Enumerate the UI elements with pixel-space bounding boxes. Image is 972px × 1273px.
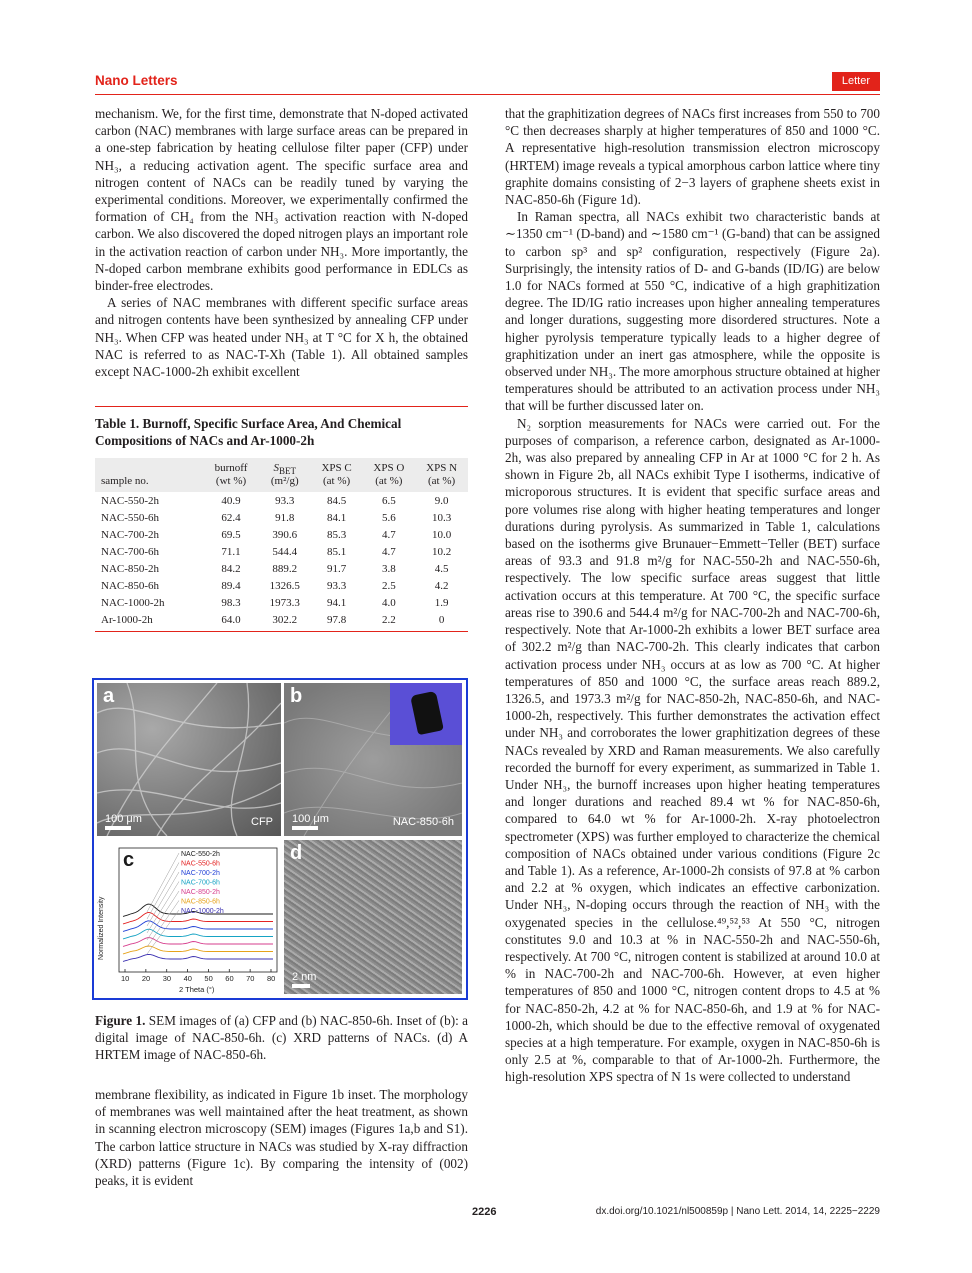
legend-pointer [147,910,179,954]
table-cell: NAC-700-6h [101,545,160,558]
table-cell: 10.3 [431,511,452,524]
table-cell: 5.6 [381,511,396,524]
xrd-chart [97,840,281,994]
doi-citation: dx.doi.org/10.1021/nl500859p | Nano Lett. 2014, 14, 2225−2229 [595,1206,880,1217]
table-cell: 302.2 [272,613,298,626]
table-cell: 84.1 [326,511,347,524]
x-tick-label: 10 [121,974,130,983]
table-cell: 0 [438,613,445,626]
table-cell: 94.1 [326,596,347,609]
legend-entry: NAC-550-2h [181,851,220,858]
table-cell: 84.5 [326,494,347,507]
table-cell: 1973.3 [269,596,300,609]
table-cell: 6.5 [381,494,396,507]
table-cell: 3.8 [381,562,396,575]
table-cell: 2.5 [381,579,396,592]
xrd-series-line [123,954,273,961]
table-rule [95,631,468,632]
paragraph: In Raman spectra, all NACs exhibit two characteristic bands at ∼1350 cm⁻¹ (D-band) and ∼1580 cm⁻¹ (G-band) that can be assigned to carbon sp³ and sp² configuration, respectively (Figure 2a). Surprisingly, the intensity ratios of D- and G-bands (ID/IG) are below 1.0 for NACs formed at 550 °C, indicative of a high graphitization degree. The ID/IG ratio increases upon higher annealing temperatures and longer durations, suggesting more disordered structures. Note a higher pyrolysis temperature typically leads to a higher degree of graphitization under an inert gas atmosphere, while the opposite is observed under NH₃. The more amorphous structure obtained at higher temperatures should be attributed to an activation process under NH₃ that will be further discussed later on. [505,209,880,414]
table-cell: 4.7 [381,545,396,558]
x-tick-label: 70 [246,974,255,983]
table-cell: 93.3 [326,579,347,592]
x-tick-label: 40 [183,974,192,983]
xrd-series-line [123,946,273,954]
table-header-row [95,458,468,492]
legend-entry: NAC-850-2h [181,889,220,896]
x-tick-label: 20 [141,974,151,983]
table-cell: 85.3 [326,528,347,541]
table-cell: 91.8 [275,511,295,524]
page-number: 2226 [472,1206,497,1218]
table-cell: NAC-1000-2h [101,596,165,609]
table-cell: 544.4 [272,545,298,558]
x-tick-label: 60 [225,974,234,983]
table-row [95,577,468,594]
caption-label: Figure 1. [95,1013,146,1028]
panel-label-c: c [123,849,135,871]
table-cell: NAC-850-6h [101,579,160,592]
legend-entry: NAC-850-6h [181,898,220,906]
col-header-sample: sample no. [101,474,149,487]
paragraph: membrane flexibility, as indicated in Figure 1b inset. The morphology of membranes was well maintained after the heat treatment, as shown in scanning electron microscopy (SEM) images (Figures 1a,b and S1). The carbon lattice structure in NACs was studied by X-ray diffraction (XRD) patterns (Figure 1c). By comparing the intensity of (002) peaks, it is evident [95,1087,468,1189]
sem-image-cfp [97,683,281,836]
table-cell: 390.6 [272,528,298,541]
table-cell: 69.5 [221,528,241,541]
x-axis-label: 2 Theta (°) [179,985,215,994]
paragraph: mechanism. We, for the first time, demonstrate that N-doped activated carbon (NAC) membranes with large surface areas can be prepared in a one-step fabrication by heating cellulose filter paper (CFP) under NH₃, a reducing activation agent. The specific surface area and nitrogen content of NACs can be readily tuned by varying the experimental conditions. Moreover, we experimentally confirmed the formation of CH₄ from the NH₃ activation reaction with N-doped carbon. We also discovered the doped nitrogen plays an important role in the activation reaction of carbon under NH₃. More importantly, the N-doped carbon membrane exhibits good performance in EDLCs as binder-free electrodes. [95,106,468,294]
table-cell: 9.0 [434,494,449,507]
panel-label-b: b [290,685,303,707]
table-cell: 10.0 [431,528,452,541]
col-header-xps-o: XPS O (at %) [373,462,405,487]
left-column-bottom [95,1086,468,1189]
table-1 [95,406,468,632]
table-row [95,543,468,560]
panel-tag-a: CFP [251,816,273,828]
table-row [95,560,468,577]
legend-pointer [147,863,179,920]
table-cell: 4.0 [381,596,396,609]
table-row [95,509,468,526]
table-cell: 4.5 [434,562,449,575]
paragraph: N₂ sorption measurements for NACs were carried out. For the purposes of comparison, a reference carbon, designated as Ar-1000-2h, was also prepared by annealing CFP in Ar at 1000 °C for 2 h. As shown in Figure 2b, all NACs exhibit Type I isotherms, indicative of microporous structures. It is evident that specific surface areas and pore volumes rise along with higher heating temperatures and longer durations during pyrolysis. As summarized in Table 1, calculations based on the isotherms give Brunauer−Emmett−Teller (BET) surface areas of 93.3 and 91.8 m²/g for NAC-550-2h and NAC-550-6h, respectively. The low specific surface areas suggest that little activation occurs at this temperature. At 700 °C, the specific surface areas rise to 390.6 and 544.4 m²/g for NAC-700-2h and NAC-700-6h, respectively. Note that Ar-1000-2h exhibits a lower BET surface area of 302.2 m²/g than NAC-700-2h. This clearly indicates that carbon activation process under NH₃ occurs at as low as 700 °C. At higher temperatures of 850 and 1000 °C, the surface areas reach 889.2, 1326.5, and 1973.3 m²/g for NAC-850-2h, NAC-850-6h, and NAC-1000-2h, respectively. This further demonstrates the activation effect under NH₃ and corroborates the lower graphitization degrees of these NACs revealed by XRD and Raman measurements. We also carefully recorded the burnoff for every experiment, as summarized in Table 1. Under NH₃, the burnoff increases upon higher heating temperatures and longer durations and reached 89.4 wt % for NAC-850-6h, compared to 64.0 wt % for Ar-1000-2h. X-ray photoelectron spectrometer (XPS) was further employed to characterize the chemical composition of NACs obtained under various conditions (Figure 2c and Table 1). As a reference, Ar-1000-2h consists of 97.8 at % carbon and 2.2 at % oxygen, which indicates an effective carbonization. Under NH₃, N-doping occurs through the reaction of NH₃ with the oxygenated species in the cellulose.⁴⁹,⁵²,⁵³ At 550 °C, nitrogen constitutes 9.0 and 10.3 at % in NAC-550-2h and NAC-550-6h, respectively. At 700 °C, nitrogen content is stabilized at around 10.0 at % in NAC-700-2h and NAC-700-6h. However, at even higher temperatures of 850 and 1000 °C, nitrogen content drops to 4.5 at % for NAC-850-2h, 4.2 at % for NAC-850-6h, and 1.9 at % for NAC-1000-2h, which should be due to the effective removal of oxygenated species at a high temperature. For example, oxygen in NAC-850-6h is only 2.5 at %, comparable to that of Ar-1000-2h. Furthermore, the high-resolution XPS spectra of N 1s were collected to understand [505,415,880,1085]
col-header-burnoff: burnoff (wt %) [214,462,248,487]
legend-entry: NAC-700-6h [181,879,220,887]
left-column-top [95,105,468,380]
table-cell: 1326.5 [269,579,300,592]
scale-bar-d: 2 nm [292,971,316,988]
legend-pointer [147,872,179,926]
paragraph: A series of NAC membranes with different specific surface areas and nitrogen contents have been synthesized by annealing CFP under NH₃. When CFP was heated under NH₃ at T °C for X h, the obtained NAC is referred to as NAC-T-Xh (Table 1). All obtained samples except NAC-1000-2h exhibit excellent [95,295,468,380]
table-cell: 97.8 [326,613,347,626]
table-row [95,492,468,509]
table-cell: 4.7 [381,528,396,541]
legend-pointer [147,891,179,940]
col-header-sbet: $S_{BET}$ (m²/g) [270,462,299,487]
section-tag: Letter [832,72,880,91]
table-cell: 89.4 [221,579,241,592]
digital-image-inset [390,683,462,745]
legend-entry: NAC-1000-2h [181,908,224,915]
table-cell: 40.9 [221,494,241,507]
table-cell: 93.3 [275,494,295,507]
page-header [95,72,880,95]
table-cell: 2.2 [381,613,396,626]
table-cell: 889.2 [272,562,298,575]
table-body [95,492,468,631]
figure-1 [92,678,468,1000]
xrd-series-line [123,938,273,947]
table-cell: 85.1 [326,545,347,558]
table-row [95,594,468,611]
panel-label-d: d [290,842,303,864]
scale-bar-b: 100 μm [292,813,329,830]
table-cell: NAC-700-2h [101,528,160,541]
table-cell: 98.3 [221,596,241,609]
right-column [505,105,880,1086]
table-cell: 84.2 [221,562,241,575]
table-cell: 71.1 [221,545,241,558]
paragraph: that the graphitization degrees of NACs first increases from 550 to 700 °C then decreases sharply at higher temperatures of 850 and 1000 °C. A representative high-resolution transmission electron microscopy (HRTEM) image reveals a typical amorphous carbon lattice where tiny graphite domains consisting of 2−3 layers of graphene sheets exist in NAC-850-6h (Figure 1d). [505,106,880,208]
data-table [95,458,468,631]
table-cell: NAC-550-2h [101,494,160,507]
sem-image-nac [284,683,462,836]
panel-tag-b: NAC-850-6h [392,816,454,828]
table-cell: 62.4 [221,511,241,524]
journal-name: Nano Letters [95,73,178,88]
panel-label-a: a [103,685,115,707]
legend-pointer [147,853,179,912]
hrtem-image [284,840,462,994]
col-header-xps-n: XPS N (at %) [426,462,458,487]
table-cell: 1.9 [434,596,449,609]
legend-entry: NAC-550-6h [181,860,220,868]
scale-bar-a: 100 μm [105,813,142,830]
x-tick-label: 30 [162,974,172,983]
table-cell: 10.2 [431,545,452,558]
table-cell: 64.0 [221,613,241,626]
x-tick-label: 50 [204,974,213,983]
xrd-series-line [123,929,273,939]
table-title: Table 1. Burnoff, Specific Surface Area, And Chemical Compositions of NACs and Ar-1000-2h [95,406,468,449]
caption-text: SEM images of (a) CFP and (b) NAC-850-6h. Inset of (b): a digital image of NAC-850-6h. (c) XRD patterns of NACs. (d) A HRTEM image of NAC-850-6h. [95,1013,468,1063]
legend-entry: NAC-700-2h [181,870,220,877]
y-axis-label: Normalized Intensity [98,896,105,960]
table-cell: Ar-1000-2h [101,613,153,626]
figure-caption [95,1012,468,1064]
table-cell: 91.7 [326,562,347,575]
table-cell: 4.2 [434,579,449,592]
table-cell: NAC-550-6h [101,511,160,524]
x-tick-label: 80 [267,974,276,983]
col-header-xps-c: XPS C (at %) [321,462,352,487]
table-row [95,526,468,543]
table-row [95,611,468,631]
table-cell: NAC-850-2h [101,562,160,575]
